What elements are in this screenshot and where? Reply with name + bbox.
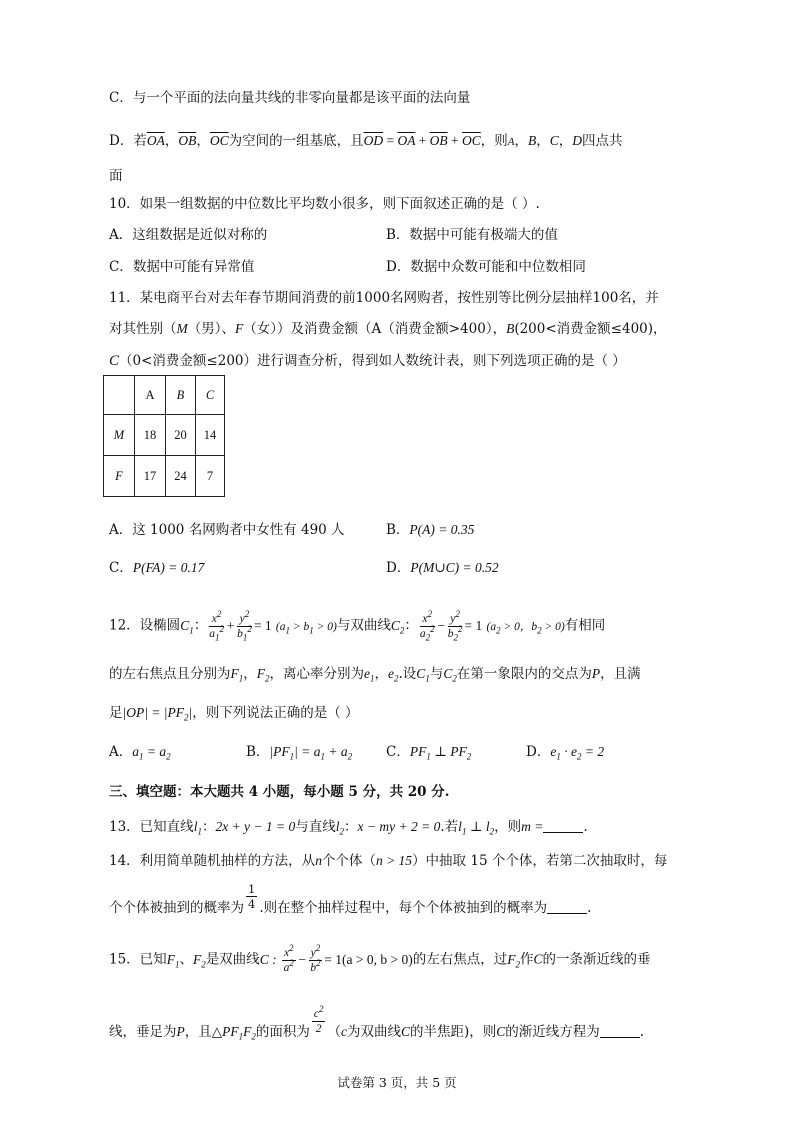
q10-option-b: B．数据中可能有极端大的值 xyxy=(386,227,558,243)
q9-option-d: D．若$\overline{OA}$，$\overline{OB}$，$\overline{OC}$为空间的一组基底，且$\overline{OD} = \overline{OA} + \overline{OB} + \overline{OC}$，则A，B，C，D四点共 xyxy=(109,133,623,149)
q11-option-d: D．P(M∪C) = 0.52 xyxy=(386,560,499,576)
q9-d-text1: 为空间的一组基底，且 xyxy=(228,133,364,149)
q12-option-c: C．$PF_1$ ⊥ $PF_2$ xyxy=(386,744,472,762)
table-row xyxy=(104,376,225,415)
q11-line3: C（0<消费金额≤200）进行调查分析，得到如人数统计表，则下列选项正确的是（ ） xyxy=(109,353,626,369)
q10-option-c: C．数据中可能有异常值 xyxy=(109,259,255,275)
q9-d-text2: ，则 xyxy=(480,133,508,149)
table-cell: 7 xyxy=(196,456,225,497)
table-cell: M xyxy=(104,415,135,456)
q12-option-d: D．$e_1 \cdot e_2 = 2$ xyxy=(526,744,605,762)
table-cell: 18 xyxy=(135,415,166,456)
table-cell xyxy=(104,376,135,415)
q12-line1: 12．设椭圆$C_1$： $\frac{x^2}{a_1^2}$ + $\frac{y^2}{b_1^2}$ = 1 $(a_1 > b_1 > 0)$与双曲线$C_2$： $\frac{x^2}{a_2^2}$ − $\frac{y^2}{b_2^2}$ = 1 ($a_2 > 0$，$b_2 > 0$)有相同 xyxy=(109,609,606,643)
q15-line1: 15．已知$F_1$、$F_2$是双曲线C : $\frac{x^2}{a^2}$ − $\frac{y^2}{b^2}$ = 1(a > 0, b > 0)的左右焦点，过$F_2$作C的一条渐近线的垂 xyxy=(109,943,651,974)
q11-option-a: A．这 1000 名网购者中女性有 490 人 xyxy=(109,522,345,538)
page-footer: 试卷第 3 页，共 5 页 xyxy=(337,1075,457,1090)
q12-line3: 足$|OP| = |PF_2|$，则下列说法正确的是（ ） xyxy=(109,705,359,723)
q9-d-label: D．若 xyxy=(109,133,147,149)
q11-line1: 11．某电商平台对去年春节期间消费的前1000名网购者，按性别等比例分层抽样100名，并 xyxy=(109,290,659,306)
section-title: 三、填空题：本大题共 4 小题，每小题 5 分，共 20 分. xyxy=(109,784,450,800)
q9-d-cont: 面 xyxy=(109,168,123,184)
q10-option-a: A．这组数据是近似对称的 xyxy=(109,227,268,243)
q14-line2: 个个体被抽到的概率为 $\frac{1}{4}$ .则在整个抽样过程中，每个个体被抽到的概率为 . xyxy=(109,882,592,916)
table-cell: A xyxy=(135,376,166,415)
table-cell: 17 xyxy=(135,456,166,497)
q12-option-a: A．$a_1 = a_2$ xyxy=(109,744,171,762)
q14-line1: 14．利用简单随机抽样的方法，从n个个体（n > 15）中抽取 15 个个体，若第二次抽取时，每 xyxy=(109,853,668,869)
q12-option-b: B．$|PF_1| = a_1 + a_2$ xyxy=(246,744,353,762)
table-cell: C xyxy=(196,376,225,415)
table-cell: 24 xyxy=(166,456,196,497)
table-cell: B xyxy=(166,376,196,415)
q9-option-c xyxy=(109,88,470,108)
q13: 13．已知直线$l_1$：2x + y − 1 = 0与直线$l_2$：x − my + 2 = 0.若$l_1$ ⊥ $l_2$，则m = . xyxy=(109,819,588,837)
q11-option-c: C．P(FA) = 0.17 xyxy=(109,560,205,576)
q9-d-text3: 四点共 xyxy=(582,133,623,149)
table-cell: F xyxy=(104,456,135,497)
q10-stem: 10．如果一组数据的中位数比平均数小很多，则下面叙述正确的是（ ）. xyxy=(109,196,540,212)
q11-option-b: B．P(A) = 0.35 xyxy=(386,522,475,538)
table-row xyxy=(104,456,225,497)
q9-c-text: 与一个平面的法向量共线的非零向量都是该平面的法向量 xyxy=(132,90,471,106)
q9-c-label: C． xyxy=(109,90,133,106)
q11-line2: 对其性别（M（男）、F（女））及消费金额（A（消费金额>400），B(200<消费金额≤400)， xyxy=(109,321,667,337)
table-cell: 14 xyxy=(196,415,225,456)
q15-line2: 线，垂足为P，且$\triangle PF_1F_2$的面积为 $\frac{c^2}{2}$ （c为双曲线C的半焦距)，则C的渐近线方程为 . xyxy=(109,1004,645,1042)
table-cell: 20 xyxy=(166,415,196,456)
table-row xyxy=(104,415,225,456)
q10-option-d: D．数据中众数可能和中位数相同 xyxy=(386,259,586,275)
q12-line2: 的左右焦点且分别为$F_1$，$F_2$，离心率分别为$e_1$，$e_2$.设$C_1$与$C_2$在第一象限内的交点为P，且满 xyxy=(109,666,641,684)
answer-blank xyxy=(547,899,587,914)
answer-blank xyxy=(600,1023,640,1038)
answer-blank xyxy=(543,818,583,833)
q11-stat-table xyxy=(103,375,225,497)
